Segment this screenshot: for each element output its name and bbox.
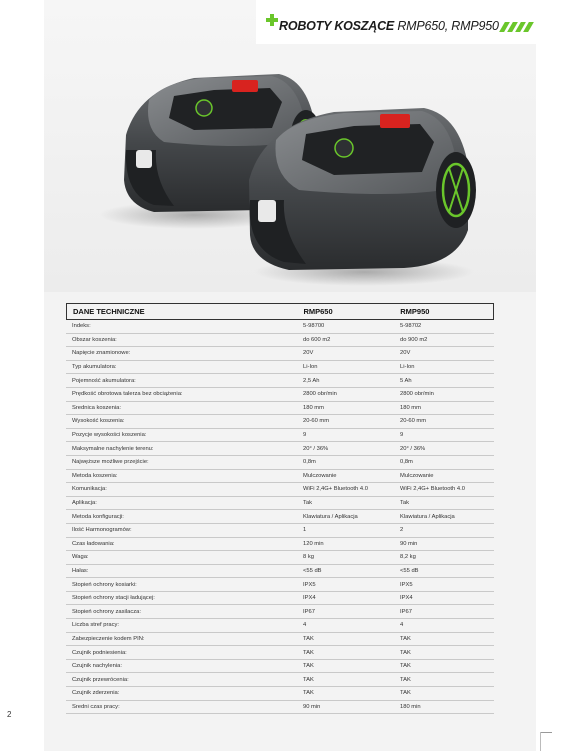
table-row — [66, 687, 494, 701]
title-models: RMP650, RMP950 — [394, 19, 499, 33]
spec-value-rmp650: 4 — [303, 622, 307, 629]
spec-value-rmp650: TAK — [303, 649, 314, 656]
spec-label: Waga: — [72, 554, 89, 561]
spec-label: Zabezpieczenie kodem PIN: — [72, 635, 145, 642]
spec-label: Hałas: — [72, 567, 89, 574]
table-row — [66, 633, 494, 647]
spec-value-rmp650: 120 min — [303, 540, 324, 547]
spec-value-rmp650: 20° / 36% — [303, 445, 329, 452]
spec-label: Obszar koszenia: — [72, 336, 117, 343]
spec-value-rmp950: TAK — [400, 663, 411, 670]
spec-label: Średnica koszenia: — [72, 404, 121, 411]
spec-value-rmp950: Klawiatura / Aplikacja — [400, 513, 455, 520]
spec-value-rmp950: TAK — [400, 635, 411, 642]
spec-value-rmp650: <55 dB — [303, 567, 322, 574]
spec-value-rmp650: IP67 — [303, 608, 315, 615]
spec-label: Średni czas pracy: — [72, 703, 120, 710]
table-row — [66, 470, 494, 484]
spec-value-rmp950: Li-Ion — [400, 364, 415, 371]
table-row — [66, 442, 494, 456]
spec-value-rmp650: 20V — [303, 350, 314, 357]
spec-value-rmp650: WiFi 2,4G+ Bluetooth 4.0 — [303, 486, 368, 493]
table-row — [66, 483, 494, 497]
spec-label: Pojemność akumulatora: — [72, 377, 136, 384]
spec-label: Typ akumulatora: — [72, 364, 117, 371]
spec-label: Czas ładowania: — [72, 540, 115, 547]
spec-label: Metoda konfiguracji: — [72, 513, 124, 520]
table-row — [66, 320, 494, 334]
left-margin — [0, 0, 44, 751]
table-row — [66, 565, 494, 579]
table-row — [66, 415, 494, 429]
spec-value-rmp650: Klawiatura / Aplikacja — [303, 513, 358, 520]
spec-value-rmp950: 0,8m — [400, 459, 413, 466]
spec-value-rmp950: 5-98702 — [400, 323, 422, 330]
table-row — [66, 619, 494, 633]
spec-table-body — [66, 320, 494, 714]
title-bold: ROBOTY KOSZĄCE — [279, 19, 395, 33]
spec-label: Czujnik zderzenia: — [72, 690, 120, 697]
spec-value-rmp650: Li-Ion — [303, 364, 318, 371]
spec-value-rmp650: 90 min — [303, 703, 321, 710]
spec-label: Stopień ochrony kosiarki: — [72, 581, 137, 588]
spec-value-rmp950: 20-60 mm — [400, 418, 427, 425]
spec-label: Ilość Harmonogramów: — [72, 527, 132, 534]
header-cell-rmp950: RMP950 — [400, 307, 430, 316]
table-row — [66, 701, 494, 715]
mower-rmp950 — [249, 108, 476, 286]
table-row — [66, 524, 494, 538]
spec-value-rmp650: Tak — [303, 500, 313, 507]
spec-value-rmp950: 20° / 36% — [400, 445, 426, 452]
spec-label: Czujnik nachylenia: — [72, 663, 122, 670]
spec-value-rmp950: do 900 m2 — [400, 336, 428, 343]
spec-label: Maksymalne nachylenie terenu: — [72, 445, 154, 452]
spec-value-rmp950: 20V — [400, 350, 411, 357]
spec-value-rmp650: TAK — [303, 690, 314, 697]
header-cell-rmp650: RMP650 — [303, 307, 333, 316]
spec-value-rmp950: IP67 — [400, 608, 412, 615]
table-row — [66, 429, 494, 443]
spec-value-rmp650: 2,5 Ah — [303, 377, 320, 384]
corner-mark-vertical — [540, 732, 541, 751]
spec-value-rmp950: Mulczowanie — [400, 472, 434, 479]
spec-value-rmp950: 2 — [400, 527, 404, 534]
table-row — [66, 334, 494, 348]
spec-value-rmp650: 180 mm — [303, 404, 324, 411]
spec-label: Czujnik podniesienia: — [72, 649, 127, 656]
spec-label: Stopień ochrony stacji ładującej: — [72, 595, 155, 602]
spec-value-rmp950: 90 min — [400, 540, 418, 547]
table-row — [66, 510, 494, 524]
spec-value-rmp950: 180 mm — [400, 404, 421, 411]
spec-value-rmp950: 5 Ah — [400, 377, 412, 384]
spec-value-rmp950: WiFi 2,4G+ Bluetooth 4.0 — [400, 486, 465, 493]
spec-value-rmp650: 9 — [303, 432, 307, 439]
spec-label: Stopień ochrony zasilacza: — [72, 608, 141, 615]
spec-value-rmp650: 8 kg — [303, 554, 314, 561]
table-row — [66, 402, 494, 416]
spec-label: Najwęższe możliwe przejście: — [72, 459, 149, 466]
spec-value-rmp650: 0,8m — [303, 459, 316, 466]
spec-value-rmp650: TAK — [303, 635, 314, 642]
table-row — [66, 551, 494, 565]
spec-label: Wysokość koszenia: — [72, 418, 125, 425]
spec-value-rmp650: 5-98700 — [303, 323, 325, 330]
spec-value-rmp650: IPX5 — [303, 581, 316, 588]
spec-label: Czujnik przewrócenia: — [72, 676, 129, 683]
spec-value-rmp950: TAK — [400, 676, 411, 683]
table-row — [66, 578, 494, 592]
spec-value-rmp650: do 600 m2 — [303, 336, 331, 343]
spec-value-rmp950: 180 min — [400, 703, 421, 710]
table-row — [66, 361, 494, 375]
spec-value-rmp950: 8,2 kg — [400, 554, 416, 561]
table-row — [66, 456, 494, 470]
spec-label: Liczba stref pracy: — [72, 622, 120, 629]
spec-value-rmp650: Mulczowanie — [303, 472, 337, 479]
spec-value-rmp950: TAK — [400, 690, 411, 697]
spec-label: Prędkość obrotowa talerza bez obciążenia: — [72, 391, 183, 398]
table-row — [66, 347, 494, 361]
spec-value-rmp950: 4 — [400, 622, 404, 629]
spec-table — [66, 303, 494, 714]
spec-value-rmp650: TAK — [303, 663, 314, 670]
right-margin — [536, 0, 564, 751]
table-row — [66, 374, 494, 388]
table-row — [66, 592, 494, 606]
table-row — [66, 538, 494, 552]
spec-value-rmp650: TAK — [303, 676, 314, 683]
table-row — [66, 646, 494, 660]
spec-value-rmp650: 2800 obr/min — [303, 391, 337, 398]
spec-label: Indeks: — [72, 323, 91, 330]
spec-value-rmp650: 20-60 mm — [303, 418, 330, 425]
spec-value-rmp950: <55 dB — [400, 567, 419, 574]
spec-label: Napięcie znamionowe: — [72, 350, 131, 357]
accent-stripes-icon — [498, 22, 534, 32]
spec-label: Pozycje wysokości koszenia: — [72, 432, 147, 439]
table-row — [66, 497, 494, 511]
header-cell-label: DANE TECHNICZNE — [73, 307, 145, 316]
spec-label: Metoda koszenia: — [72, 472, 118, 479]
table-row — [66, 388, 494, 402]
page-title — [279, 19, 499, 33]
table-row — [66, 605, 494, 619]
spec-value-rmp950: IPX5 — [400, 581, 413, 588]
spec-label: Komunikacja: — [72, 486, 107, 493]
spec-value-rmp650: IPX4 — [303, 595, 316, 602]
page-number: 2 — [7, 710, 12, 719]
spec-value-rmp950: 9 — [400, 432, 404, 439]
spec-value-rmp950: IPX4 — [400, 595, 413, 602]
spec-table-header — [66, 303, 494, 320]
plus-icon — [266, 14, 278, 26]
spec-label: Aplikacja: — [72, 500, 97, 507]
corner-mark — [540, 732, 552, 733]
spec-value-rmp950: 2800 obr/min — [400, 391, 434, 398]
spec-value-rmp950: Tak — [400, 500, 410, 507]
spec-value-rmp650: 1 — [303, 527, 307, 534]
table-row — [66, 673, 494, 687]
table-row — [66, 660, 494, 674]
spec-value-rmp950: TAK — [400, 649, 411, 656]
